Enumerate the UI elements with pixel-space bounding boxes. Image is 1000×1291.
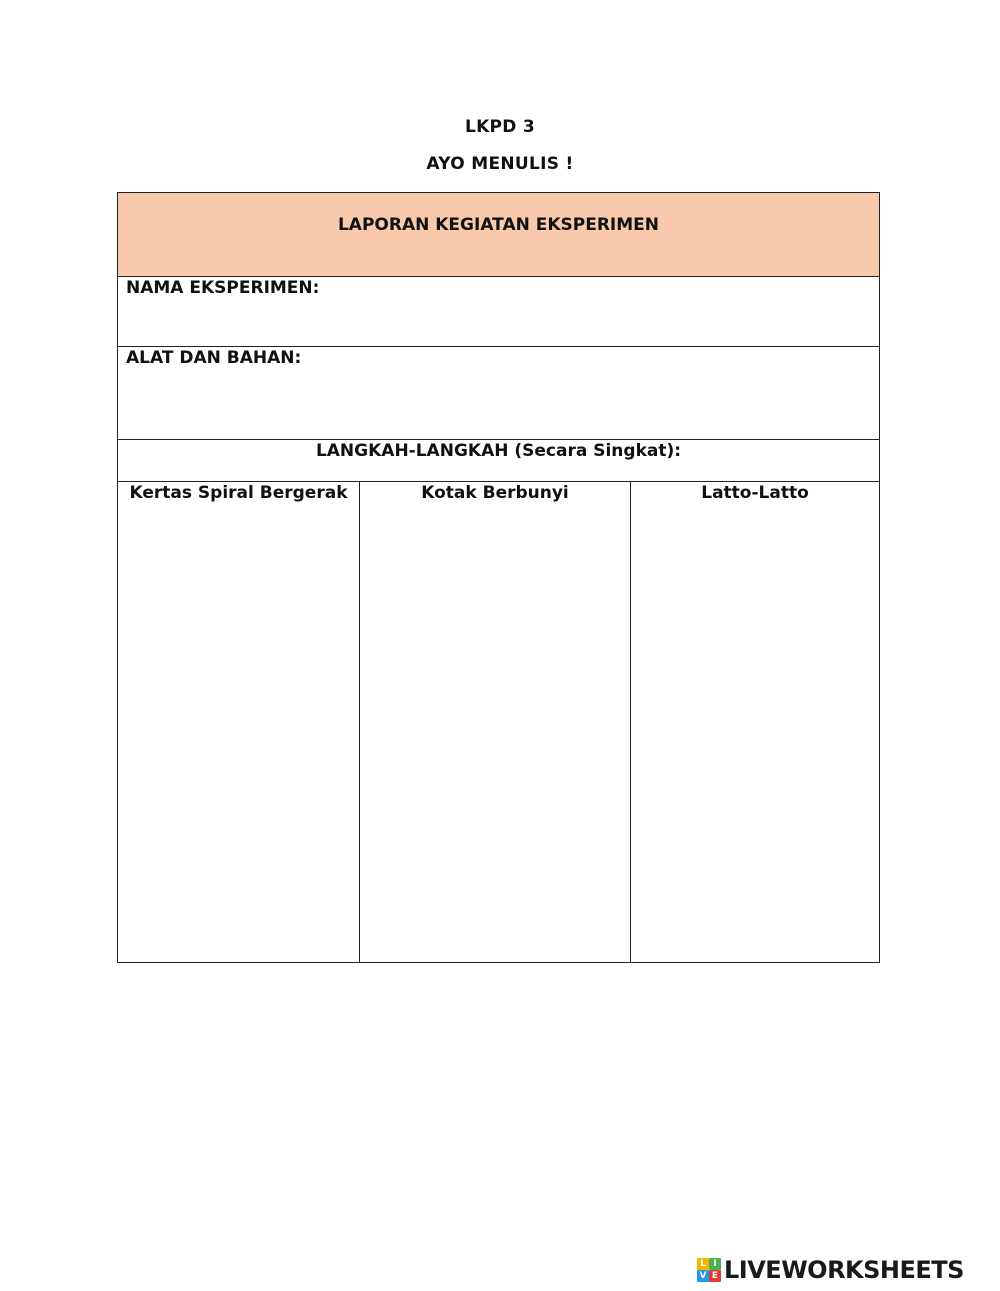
document-subtitle: AYO MENULIS ! (426, 154, 574, 174)
steps-column-spiral-paper[interactable] (118, 482, 360, 962)
brand-name: LIVEWORKSHEETS (724, 1256, 964, 1284)
live-logo-icon (697, 1258, 721, 1282)
column-heading: Kotak Berbunyi (421, 483, 569, 503)
steps-columns (118, 482, 879, 962)
column-heading: Kertas Spiral Bergerak (129, 483, 348, 503)
experiment-name-label: NAMA EKSPERIMEN: (126, 278, 320, 298)
steps-column-sound-box[interactable] (360, 482, 631, 962)
liveworksheets-logo (697, 1255, 964, 1285)
logo-letter: L (697, 1258, 709, 1270)
materials-label: ALAT DAN BAHAN: (126, 348, 302, 368)
logo-letter: I (709, 1258, 721, 1270)
logo-letter: V (697, 1270, 709, 1282)
steps-column-latto-latto[interactable] (631, 482, 879, 962)
materials-field[interactable] (118, 347, 879, 440)
document-title: LKPD 3 (464, 117, 536, 137)
logo-letter: E (709, 1270, 721, 1282)
report-header: LAPORAN KEGIATAN EKSPERIMEN (118, 193, 879, 277)
steps-heading: LANGKAH-LANGKAH (Secara Singkat): (118, 440, 879, 482)
experiment-name-field[interactable] (118, 277, 879, 347)
report-table (117, 192, 880, 963)
column-heading: Latto-Latto (701, 483, 809, 503)
